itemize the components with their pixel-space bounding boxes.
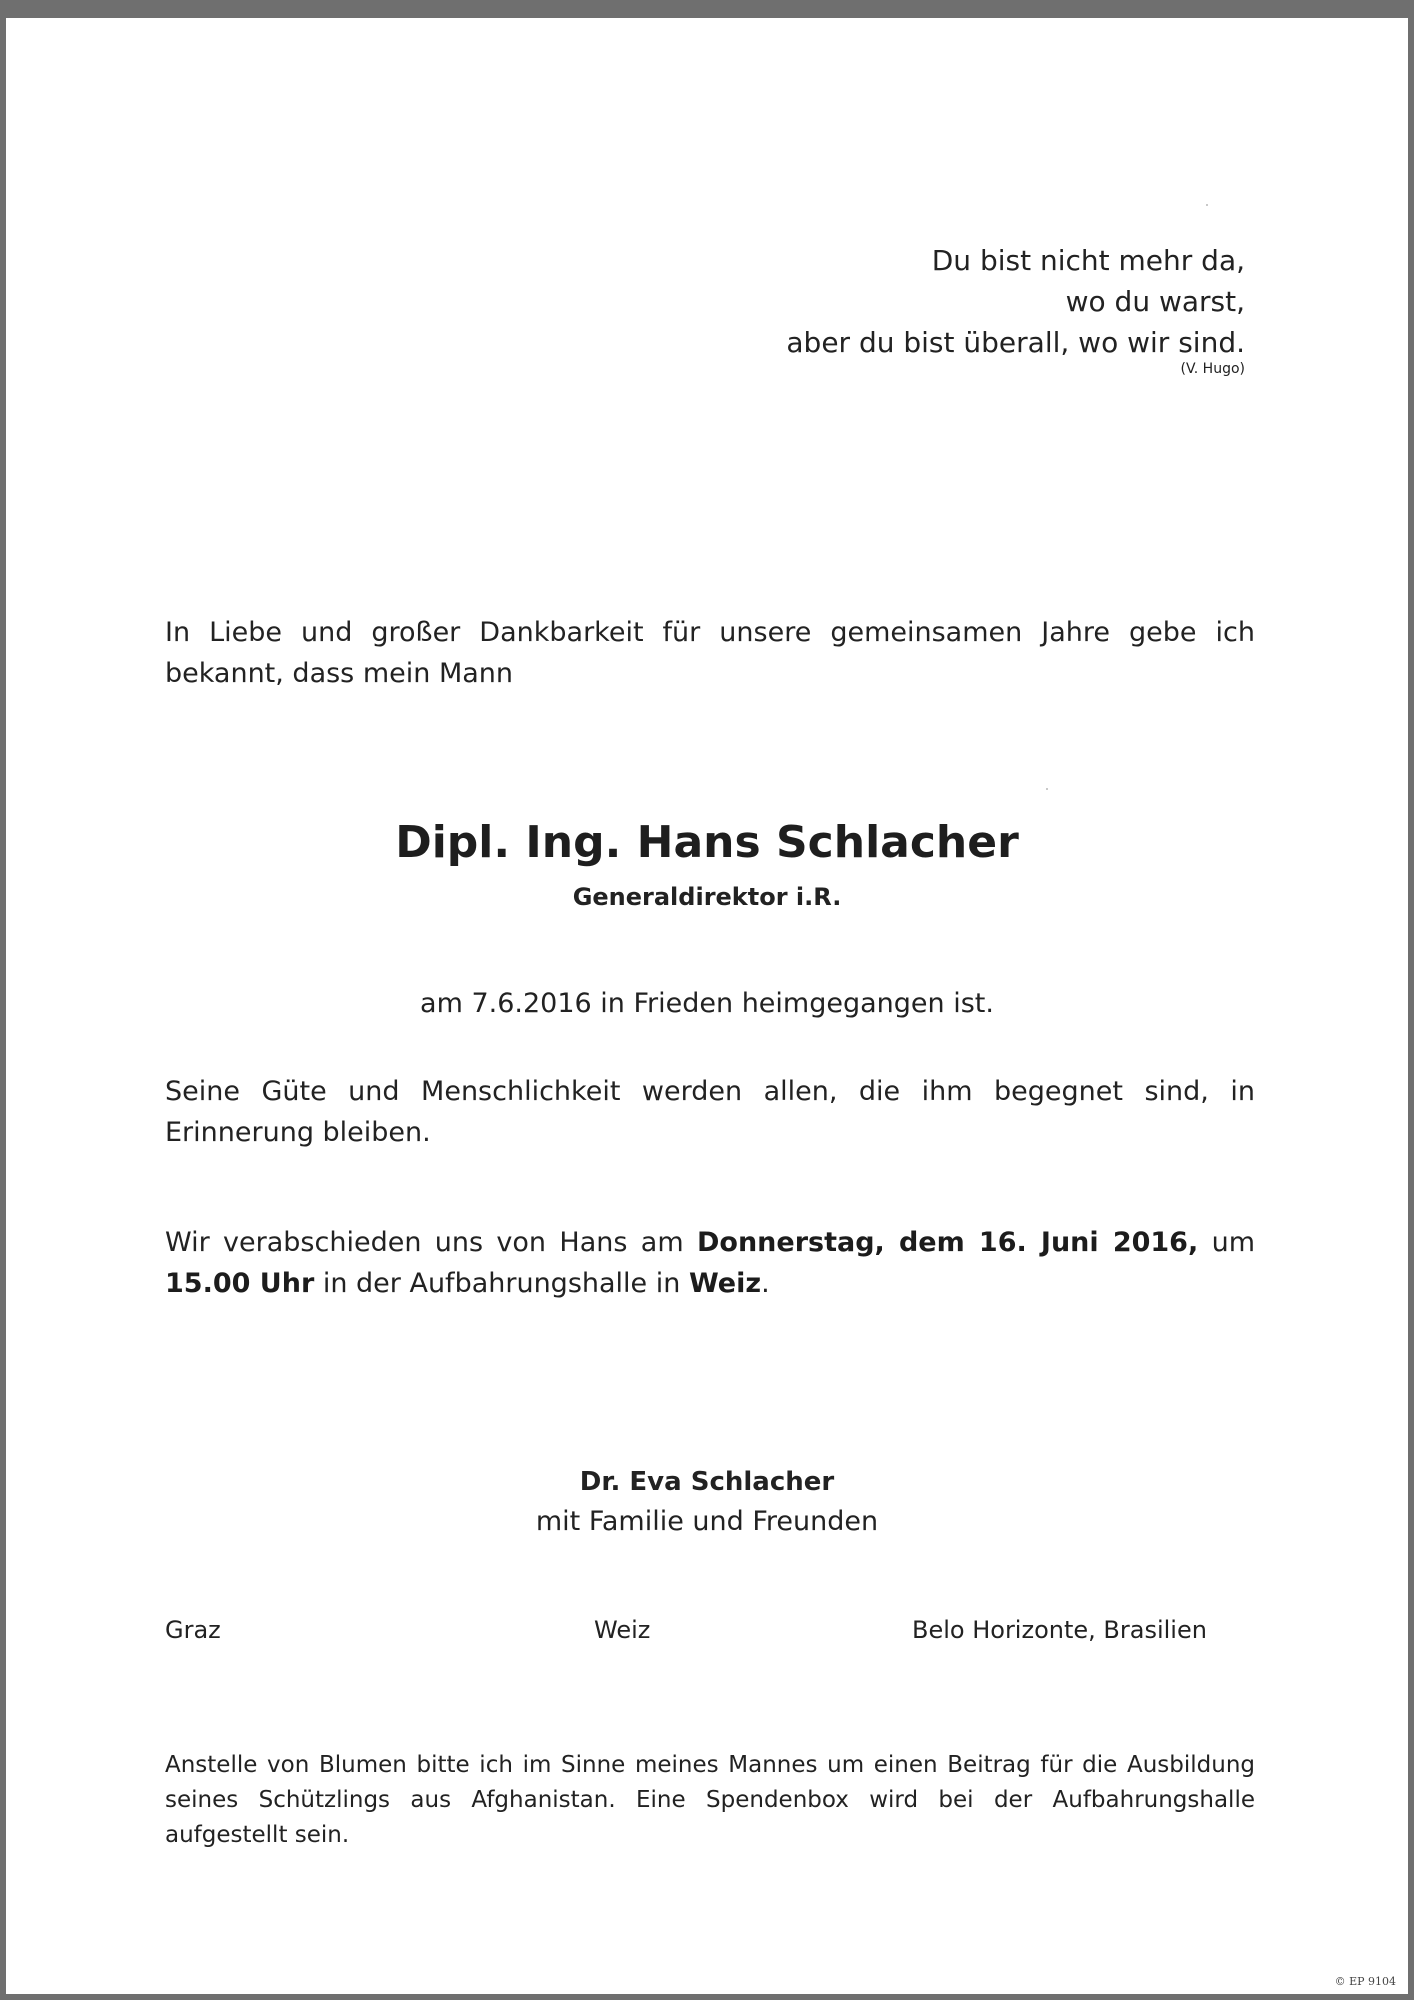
speck: [1046, 788, 1048, 790]
quote-line-2: wo du warst,: [1065, 285, 1245, 318]
donation-note: Anstelle von Blumen bitte ich im Sinne meines Mannes um einen Beitrag für die Ausbildung seines Schützlings aus Afghanistan. Eine Spendenbox wird bei der Aufbahrungshalle aufgestellt sein.: [165, 1752, 1255, 1848]
place-graz: Graz: [165, 1616, 221, 1644]
quote-author: (V. Hugo): [1180, 361, 1245, 377]
signer-name: Dr. Eva Schlacher: [579, 1467, 835, 1497]
intro-paragraph: In Liebe und großer Dankbarkeit für unsere gemeinsamen Jahre gebe ich bekannt, dass mein Mann: [165, 617, 1255, 689]
place-weiz: Weiz: [594, 1616, 651, 1644]
signer-with-family: mit Familie und Freunden: [535, 1506, 879, 1537]
epigraph-quote: [786, 240, 1245, 377]
farewell-paragraph: [165, 1222, 1255, 1304]
farewell-place: Weiz: [688, 1268, 762, 1299]
farewell-text-1: Wir verabschieden uns von Hans am: [165, 1227, 697, 1258]
farewell-text-4: .: [761, 1268, 770, 1299]
deceased-title: Generaldirektor i.R.: [572, 883, 842, 911]
remembrance-paragraph: Seine Güte und Menschlichkeit werden allen, die ihm begegnet sind, in Erinnerung bleiben.: [165, 1076, 1255, 1148]
obituary-page: [6, 18, 1408, 1994]
footer-code: © EP 9104: [1334, 1975, 1396, 1988]
quote-line-1: Du bist nicht mehr da,: [931, 244, 1245, 277]
farewell-time: 15.00 Uhr: [165, 1268, 315, 1299]
death-notice-line: am 7.6.2016 in Frieden heimgegangen ist.: [420, 988, 994, 1019]
farewell-date: Donnerstag, dem 16. Juni 2016,: [696, 1227, 1199, 1258]
quote-line-3: aber du bist überall, wo wir sind.: [786, 326, 1245, 359]
deceased-name: Dipl. Ing. Hans Schlacher: [395, 817, 1019, 868]
place-belo-horizonte: Belo Horizonte, Brasilien: [912, 1616, 1207, 1644]
farewell-text-3: in der Aufbahrungshalle in: [314, 1268, 689, 1299]
farewell-text-2: um: [1198, 1227, 1256, 1258]
speck: [1206, 204, 1208, 206]
